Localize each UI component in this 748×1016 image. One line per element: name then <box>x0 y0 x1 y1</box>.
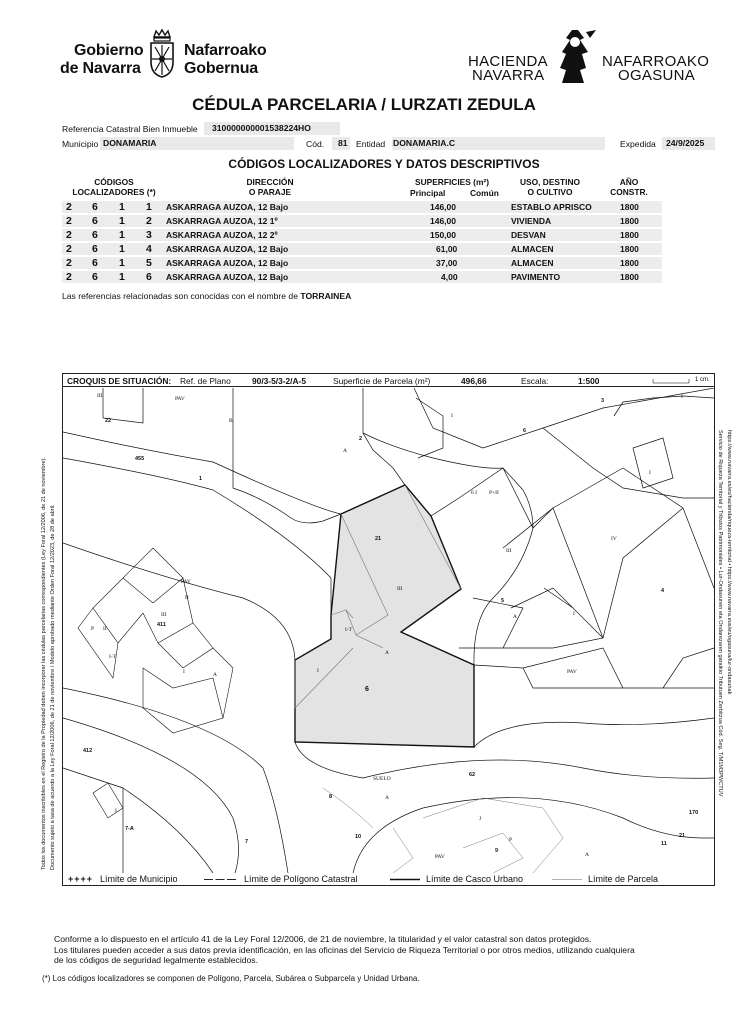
code-parcela: 6 <box>92 201 98 213</box>
map-label: 62 <box>469 772 476 778</box>
row-principal: 37,00 <box>436 258 458 268</box>
hac-left-line2: NAVARRA <box>472 67 545 84</box>
hac-right-line2: OGASUNA <box>618 67 696 84</box>
code-poligono: 2 <box>66 243 72 255</box>
map-label: 1 <box>199 476 203 482</box>
map-label: 22 <box>105 418 112 424</box>
code-parcela: 6 <box>92 229 98 241</box>
map-label: P <box>91 626 95 632</box>
map-label: SUELO <box>373 776 391 782</box>
legend-municipio-symbol: ++++ <box>68 874 94 884</box>
croquis-map <box>62 373 715 886</box>
croquis-label: CROQUIS DE SITUACIÓN: <box>67 375 172 386</box>
map-label: J <box>479 816 482 822</box>
map-label: I <box>681 394 683 400</box>
map-label: 7-A <box>125 826 134 832</box>
side-right-line2: https://www.navarra.es/es/hacienda/riqueza-territorial • https://www.navarra.eus/eu/ogasuna/lur-ondasunak <box>726 430 732 695</box>
code-unidad: 2 <box>146 215 152 227</box>
map-label: PAV <box>181 579 191 585</box>
col-codigos-line1: CÓDIGOS <box>94 177 134 187</box>
legend-parcela-line-icon <box>552 878 582 881</box>
map-label: 6 I <box>471 490 477 496</box>
expedida-value: 24/9/2025 <box>666 138 705 148</box>
hacienda-figure-icon <box>550 28 598 84</box>
col-codigos-line2: LOCALIZADORES (*) <box>72 187 156 197</box>
gov-left-line1: Gobierno <box>74 42 144 59</box>
hacienda-navarra-logo <box>466 28 710 84</box>
table-row <box>62 257 662 269</box>
code-parcela: 6 <box>92 243 98 255</box>
map-label: 4 <box>661 588 665 594</box>
code-poligono: 2 <box>66 257 72 269</box>
map-label: 7 <box>245 839 249 845</box>
row-uso: PAVIMENTO <box>511 272 561 282</box>
map-label: 6 <box>523 428 527 434</box>
map-label: A <box>213 672 217 678</box>
row-direccion: ASKARRAGA AUZOA, 12 Bajo <box>166 258 289 268</box>
row-direccion: ASKARRAGA AUZOA, 12 2º <box>166 230 278 240</box>
escala-value: 1:500 <box>578 375 600 386</box>
map-label: 21 <box>679 833 686 839</box>
row-principal: 4,00 <box>441 272 458 282</box>
legend-municipio: Límite de Municipio <box>100 874 178 884</box>
map-label: I-T <box>345 627 353 633</box>
ref-note-name: TORRAINEA <box>300 291 352 301</box>
col-direccion <box>200 177 340 197</box>
superficie-value: 496,66 <box>461 375 487 386</box>
row-anio: 1800 <box>620 216 639 226</box>
map-canvas <box>63 388 714 873</box>
map-label: A <box>513 614 517 620</box>
map-label: III <box>397 586 403 592</box>
code-unidad: 3 <box>146 229 152 241</box>
map-label: 455 <box>135 456 145 462</box>
map-label: 6 <box>365 686 369 693</box>
code-subarea: 1 <box>119 257 125 269</box>
footnote: (*) Los códigos localizadores se componen de Polígono, Parcela, Subárea o Subparcela y Unidad Urbana. <box>42 974 420 983</box>
ref-note <box>62 291 351 301</box>
map-label: I <box>317 668 319 674</box>
map-label: I <box>115 808 117 814</box>
map-label: 10 <box>355 834 362 840</box>
section-title: CÓDIGOS LOCALIZADORES Y DATOS DESCRIPTIVOS <box>228 157 540 171</box>
code-parcela: 6 <box>92 215 98 227</box>
row-principal: 61,00 <box>436 244 458 254</box>
entidad-label: Entidad <box>356 139 386 149</box>
escala-label: Escala: <box>521 375 549 386</box>
map-label: A <box>585 852 589 858</box>
municipio-label: Municipio <box>62 139 99 149</box>
map-label: II <box>103 626 107 632</box>
map-label: IV <box>611 536 617 542</box>
col-anio-line1: AÑO <box>619 177 639 187</box>
footer-line1: Conforme a lo dispuesto en el artículo 41 de la Ley Foral 12/2006, de 21 de noviembre, la titularidad y el valor catastral son datos protegidos. <box>54 934 592 944</box>
footer-line3: de los códigos de seguridad legalmente establecidos. <box>54 955 258 965</box>
row-principal: 146,00 <box>430 202 456 212</box>
row-uso: ESTABLO APRISCO <box>511 202 592 212</box>
gov-right-line1: Nafarroako <box>184 42 267 59</box>
legend-casco-line-icon <box>390 878 420 881</box>
map-label: A <box>343 448 347 454</box>
parcel-6-highlight <box>295 485 474 747</box>
hac-left-line1: HACIENDA <box>468 53 548 70</box>
map-label: 170 <box>689 810 699 816</box>
code-subarea: 1 <box>119 243 125 255</box>
row-anio: 1800 <box>620 258 639 268</box>
map-label: 9 <box>495 848 499 854</box>
cod-value: 81 <box>338 138 348 148</box>
code-poligono: 2 <box>66 229 72 241</box>
expedida-label: Expedida <box>620 139 656 149</box>
code-poligono: 2 <box>66 215 72 227</box>
map-label: III <box>506 548 512 554</box>
superficie-label: Superficie de Parcela (m²) <box>333 375 431 386</box>
col-direccion-line2: O PARAJE <box>248 187 292 197</box>
cod-label: Cód. <box>306 139 325 149</box>
col-direccion-line1: DIRECCIÓN <box>246 177 294 187</box>
code-poligono: 2 <box>66 201 72 213</box>
table-row <box>62 271 662 283</box>
row-direccion: ASKARRAGA AUZOA, 12 Bajo <box>166 244 289 254</box>
map-label: P+II <box>489 490 499 496</box>
gobierno-navarra-logo <box>60 28 274 80</box>
map-label: PAV <box>567 669 577 675</box>
map-label: I <box>573 611 575 617</box>
code-poligono: 2 <box>66 271 72 283</box>
col-principal: Principal <box>410 188 446 198</box>
map-label: III <box>161 612 167 618</box>
code-subarea: 1 <box>119 271 125 283</box>
map-label: I-T <box>109 654 117 660</box>
row-anio: 1800 <box>620 272 639 282</box>
municipio-value: DONAMARIA <box>103 138 157 148</box>
legend-poligono-symbol: — — — <box>204 874 237 884</box>
code-subarea: 1 <box>119 229 125 241</box>
row-uso: VIVIENDA <box>511 216 552 226</box>
map-label: B <box>229 418 233 424</box>
map-label: PAV <box>175 396 185 402</box>
col-uso-line2: O CULTIVO <box>527 187 573 197</box>
code-unidad: 6 <box>146 271 152 283</box>
table-row <box>62 201 662 213</box>
footer-line2: Los titulares pueden acceder a sus datos previa identificación, en las oficinas del Servicio de Riqueza Territorial o por otros medios, utilizando cualquiera <box>54 944 635 955</box>
row-anio: 1800 <box>620 244 639 254</box>
map-label: 11 <box>661 841 667 847</box>
map-label: III <box>97 393 103 399</box>
legend-poligono: Límite de Polígono Catastral <box>244 874 358 884</box>
scale-bar-icon <box>651 377 691 385</box>
map-label: I <box>451 413 453 419</box>
gov-left-line2: de Navarra <box>60 60 141 77</box>
map-label: A <box>385 795 389 801</box>
map-label: 412 <box>83 748 93 754</box>
map-label: PAV <box>435 854 445 860</box>
ref-note-prefix: Las referencias relacionadas son conocidas con el nombre de <box>62 291 298 301</box>
map-label: A <box>385 650 389 656</box>
side-right-line1: Servicio de Riqueza Territorial y Tributos Patrimoniales • Lur-Ondasunen eta Ondarezaren garaikio Tributuen Zerbitzua Cód. Seg. T/M1M3PWCTUV <box>717 430 723 797</box>
row-direccion: ASKARRAGA AUZOA, 12 Bajo <box>166 272 289 282</box>
side-left-line1: Todos los documentos inscribibles en el Registro de la Propiedad deben incorporar las cédulas parcelarias correspondientes (Ley Foral 12/2006, de 21 de noviembre). <box>41 457 47 870</box>
map-label: 411 <box>157 622 166 628</box>
table-row <box>62 243 662 255</box>
row-uso: ALMACEN <box>511 244 554 254</box>
entidad-value: DONAMARIA.C <box>393 138 456 148</box>
plano-value: 90/3-5/3-2/A-5 <box>252 375 306 386</box>
col-anio <box>604 177 654 197</box>
row-anio: 1800 <box>620 202 639 212</box>
code-subarea: 1 <box>119 215 125 227</box>
hac-right-line1: NAFARROAKO <box>602 53 710 70</box>
table-row <box>62 229 662 241</box>
map-label: P <box>509 837 513 843</box>
col-superficies: SUPERFICIES (m²) <box>415 177 489 187</box>
code-unidad: 4 <box>146 243 152 255</box>
code-unidad: 1 <box>146 201 152 213</box>
col-comun: Común <box>470 188 499 198</box>
code-subarea: 1 <box>119 201 125 213</box>
legend-parcela: Límite de Parcela <box>588 874 659 884</box>
map-header <box>63 374 714 387</box>
row-uso: ALMACEN <box>511 258 554 268</box>
scale-bar-label: 1 cm. <box>695 377 710 383</box>
col-uso <box>500 177 600 197</box>
row-uso: DESVAN <box>511 230 546 240</box>
col-codigos <box>62 177 166 197</box>
row-principal: 146,00 <box>430 216 456 226</box>
gov-right-line2: Gobernua <box>184 60 258 77</box>
map-label: 21 <box>375 536 382 542</box>
ref-label: Referencia Catastral Bien Inmueble <box>62 124 198 134</box>
code-unidad: 5 <box>146 257 152 269</box>
row-anio: 1800 <box>620 230 639 240</box>
navarra-coat-of-arms-icon <box>148 28 176 78</box>
map-label: 5 <box>501 598 505 604</box>
map-label: II <box>185 595 189 601</box>
code-parcela: 6 <box>92 271 98 283</box>
table-row <box>62 215 662 227</box>
row-direccion: ASKARRAGA AUZOA, 12 Bajo <box>166 202 289 212</box>
ref-value: 310000000001538224HO <box>212 123 311 133</box>
map-legend <box>62 873 715 886</box>
map-label: 8 <box>329 794 333 800</box>
map-label: 2 <box>359 436 363 442</box>
legend-casco: Límite de Casco Urbano <box>426 874 524 884</box>
row-principal: 150,00 <box>430 230 456 240</box>
col-anio-line2: CONSTR. <box>610 187 648 197</box>
code-parcela: 6 <box>92 257 98 269</box>
map-label: I <box>649 470 651 476</box>
footer-text <box>54 934 694 966</box>
document-title: CÉDULA PARCELARIA / LURZATI ZEDULA <box>192 95 536 114</box>
map-label: I <box>183 669 185 675</box>
side-left-line2: Documento sujeto a tasa de acuerdo a la Ley Foral 12/2006, de 21 de noviembre / Modelo aprobado mediante Orden Foral 12/2023, de 28 de abril. <box>50 504 56 870</box>
col-uso-line1: USO, DESTINO <box>519 177 581 187</box>
plano-label: Ref. de Plano <box>180 375 231 386</box>
row-direccion: ASKARRAGA AUZOA, 12 1º <box>166 216 278 226</box>
map-label: 3 <box>601 398 605 404</box>
